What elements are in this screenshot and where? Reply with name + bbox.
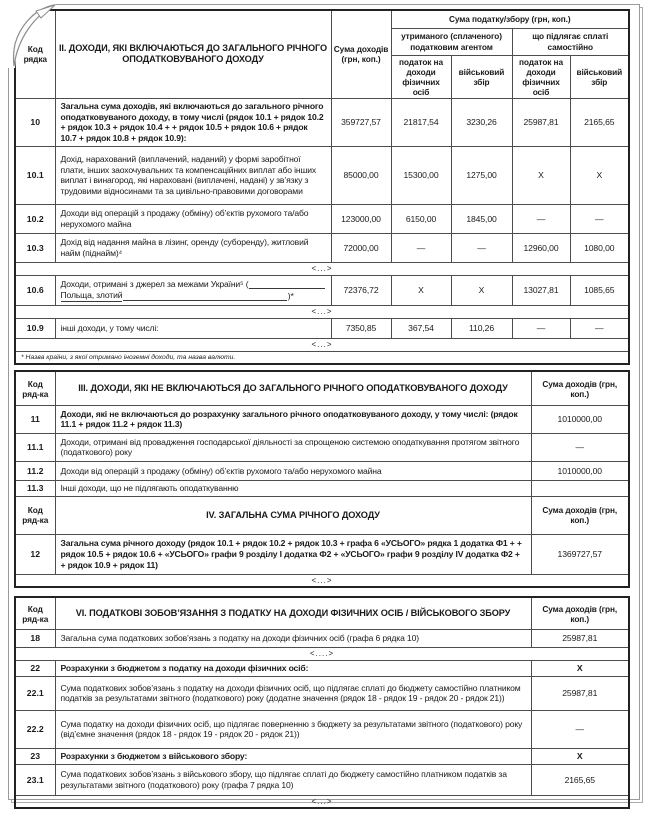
- value-cell: X: [451, 275, 512, 305]
- table-row: [15, 318, 629, 338]
- row-code: 10.1: [15, 146, 55, 204]
- row-code: 10.9: [15, 318, 55, 338]
- row-code: 22.2: [15, 710, 55, 748]
- col-header-pit-agent: податок на доходи фізичних осіб: [391, 55, 451, 98]
- value-cell: X: [531, 660, 629, 676]
- ellipsis-marker: <...>: [15, 338, 629, 351]
- col-header-military-agent: військовий збір: [451, 55, 512, 98]
- ellipsis-marker: <....>: [15, 647, 629, 660]
- ellipsis-marker: <...>: [15, 795, 629, 808]
- value-cell: 25987,81: [531, 676, 629, 710]
- value-cell: 110,26: [451, 318, 512, 338]
- table-row: [15, 480, 629, 496]
- foreign-income-label: Доходи, отримані з джерел за межами України⁵ (: [60, 279, 249, 290]
- row-desc: Дохід від надання майна в лізинг, оренду (суборенду), житловий найм (піднайм)⁴: [55, 233, 331, 262]
- section-iii-iv-table: [14, 370, 630, 588]
- col-header-code: Код ряд-ка: [15, 597, 55, 629]
- section-iii-title: III. ДОХОДИ, ЯКІ НЕ ВКЛЮЧАЮТЬСЯ ДО ЗАГАЛЬНОГО РІЧНОГО ОПОДАТКОВУВАНОГО ДОХОДУ: [55, 371, 531, 405]
- closing-bracket: )*: [287, 291, 294, 302]
- value-cell: 1010000,00: [531, 405, 629, 433]
- spacer-row: [15, 795, 629, 808]
- value-cell: X: [531, 748, 629, 764]
- table-row: [15, 660, 629, 676]
- value-cell: —: [531, 710, 629, 748]
- row-desc: Сума податкових зобов’язань з податку на доходи фізичних осіб, що підлягає сплаті до бюджету самостійно платником податків за результатами звітного (податкового) року (додатне значення (рядок 18 - рядок 19 - рядок 20 - рядок 21)): [55, 676, 531, 710]
- row-code: 10.6: [15, 275, 55, 305]
- value-cell: 15300,00: [391, 146, 451, 204]
- section-vi-table: [14, 596, 630, 809]
- value-cell: 2165,65: [570, 98, 629, 146]
- row-code: 12: [15, 534, 55, 574]
- col-header-code: Код ряд-ка: [15, 371, 55, 405]
- col-header-military-self: військовий збір: [570, 55, 629, 98]
- value-cell: 13027,81: [512, 275, 570, 305]
- value-cell: 1369727,57: [531, 534, 629, 574]
- row-code: 11.2: [15, 461, 55, 480]
- col-header-income-sum: Сума доходів (грн, коп.): [531, 496, 629, 534]
- table-row: [15, 405, 629, 433]
- row-desc: Інші доходи, що не підлягають оподаткуванню: [55, 480, 531, 496]
- value-cell: —: [512, 318, 570, 338]
- value-cell: 1275,00: [451, 146, 512, 204]
- row-desc: Дохід, нарахований (виплачений, наданий) у формі заробітної плати, інших заохочувальних та компенсаційних виплат або інших виплат і винагород, які нараховані (виплачені, надані) у зв’язку з трудовими відносинами та за цивільно-правовими договорами: [55, 146, 331, 204]
- value-cell: 85000,00: [331, 146, 391, 204]
- table-row: [15, 534, 629, 574]
- value-cell: X: [570, 146, 629, 204]
- col-header-income-sum: Сума доходів (грн, коп.): [531, 371, 629, 405]
- value-cell: 6150,00: [391, 204, 451, 233]
- row-code: 11.3: [15, 480, 55, 496]
- table-row: [15, 748, 629, 764]
- row-code: 11: [15, 405, 55, 433]
- row-desc: Доходи від операцій з продажу (обміну) об’єктів рухомого та/або нерухомого майна: [55, 204, 331, 233]
- col-group-withheld-by-agent: утриманого (сплаченого) податковим агентом: [391, 28, 512, 55]
- value-cell: —: [570, 318, 629, 338]
- row-code: 10: [15, 98, 55, 146]
- spacer-row: [15, 338, 629, 351]
- spacer-row: [15, 647, 629, 660]
- row-code: 22: [15, 660, 55, 676]
- row-desc: [55, 275, 331, 305]
- col-header-pit-self: податок на доходи фізичних осіб: [512, 55, 570, 98]
- country-footnote: * Назва країни, з якої отримано іноземні доходи, та назва валюти.: [15, 351, 629, 364]
- value-cell: —: [451, 233, 512, 262]
- section-ii-table: [14, 9, 630, 365]
- value-cell: 1010000,00: [531, 461, 629, 480]
- blank-line: [249, 279, 324, 289]
- section-iv-title: IV. ЗАГАЛЬНА СУМА РІЧНОГО ДОХОДУ: [55, 496, 531, 534]
- value-cell: X: [391, 275, 451, 305]
- value-cell: 367,54: [391, 318, 451, 338]
- col-header-code: Код рядка: [15, 10, 55, 98]
- ellipsis-marker: <...>: [15, 305, 629, 318]
- value-cell: 72000,00: [331, 233, 391, 262]
- ellipsis-marker: <...>: [15, 262, 629, 275]
- row-code: 23: [15, 748, 55, 764]
- row-desc: Доходи, які не включаються до розрахунку загального річного оподатковуваного доходу, у тому числі: (рядок 11.1 + рядок 11.2 + рядок 11.3): [55, 405, 531, 433]
- ellipsis-marker: <...>: [15, 574, 629, 587]
- row-desc: Сума податку на доходи фізичних осіб, що підлягає поверненню з бюджету за результатами звітного (податкового) року (від’ємне значення (рядок 18 - рядок 19 - рядок 20 - рядок 21)): [55, 710, 531, 748]
- row-desc: Доходи від операцій з продажу (обміну) об’єктів рухомого та/або нерухомого майна: [55, 461, 531, 480]
- table-row: [15, 98, 629, 146]
- row-desc: Доходи, отримані від провадження господарської діяльності за спрощеною системою оподаткування протягом звітного (податкового) року: [55, 433, 531, 461]
- value-cell: —: [391, 233, 451, 262]
- country-currency-value: Польща, злотий: [60, 290, 123, 301]
- blank-line: [123, 291, 286, 301]
- row-code: 11.1: [15, 433, 55, 461]
- table-row: [15, 629, 629, 647]
- row-code: 10.2: [15, 204, 55, 233]
- row-code: 22.1: [15, 676, 55, 710]
- value-cell: 25987,81: [531, 629, 629, 647]
- value-cell: 2165,65: [531, 764, 629, 795]
- value-cell: 7350,85: [331, 318, 391, 338]
- header-row: [15, 10, 629, 28]
- value-cell: 12960,00: [512, 233, 570, 262]
- table-row: [15, 710, 629, 748]
- row-code: 23.1: [15, 764, 55, 795]
- value-cell: —: [512, 204, 570, 233]
- document-page: [8, 4, 640, 807]
- header-row: [15, 496, 629, 534]
- value-cell: —: [531, 433, 629, 461]
- section-vi-title: VI. ПОДАТКОВІ ЗОБОВ’ЯЗАННЯ З ПОДАТКУ НА ДОХОДИ ФІЗИЧНИХ ОСІБ / ВІЙСЬКОВОГО ЗБОРУ: [55, 597, 531, 629]
- table-row: [15, 764, 629, 795]
- row-desc: Загальна сума доходів, які включаються до загального річного оподатковуваного доходу, в тому числі (рядок 10.1 + рядок 10.2 + рядок 10.3 + рядок 10.4 + + рядок 10.5 + рядок 10.6 + рядок 10.7 + рядок 10.8 + рядок 10.9):: [55, 98, 331, 146]
- row-desc: Розрахунки з бюджетом з військового збору:: [55, 748, 531, 764]
- table-row: [15, 146, 629, 204]
- table-row: [15, 233, 629, 262]
- value-cell: 1080,00: [570, 233, 629, 262]
- header-row: [15, 371, 629, 405]
- value-cell: 1085,65: [570, 275, 629, 305]
- table-row: [15, 461, 629, 480]
- section-ii-title: II. ДОХОДИ, ЯКІ ВКЛЮЧАЮТЬСЯ ДО ЗАГАЛЬНОГО РІЧНОГО ОПОДАТКОВУВАНОГО ДОХОДУ: [55, 10, 331, 98]
- row-desc: інші доходи, у тому числі:: [55, 318, 331, 338]
- row-desc: Загальна сума податкових зобов’язань з податку на доходи фізичних осіб (графа 6 рядка 10): [55, 629, 531, 647]
- footnote-row: [15, 351, 629, 364]
- value-cell: 1845,00: [451, 204, 512, 233]
- header-row: [15, 597, 629, 629]
- value-cell: 123000,00: [331, 204, 391, 233]
- spacer-row: [15, 305, 629, 318]
- col-header-income-sum: Сума доходів (грн, коп.): [331, 10, 391, 98]
- value-cell: 359727,57: [331, 98, 391, 146]
- col-group-payable-self: що підлягає сплаті самостійно: [512, 28, 629, 55]
- table-row: [15, 676, 629, 710]
- value-cell: 25987,81: [512, 98, 570, 146]
- table-row: [15, 204, 629, 233]
- spacer-row: [15, 262, 629, 275]
- col-header-income-sum: Сума доходів (грн, коп.): [531, 597, 629, 629]
- col-group-tax-sum: Сума податку/збору (грн, коп.): [391, 10, 629, 28]
- value-cell: X: [512, 146, 570, 204]
- row-desc: Розрахунки з бюджетом з податку на доходи фізичних осіб:: [55, 660, 531, 676]
- spacer-row: [15, 574, 629, 587]
- col-header-code: Код ряд-ка: [15, 496, 55, 534]
- table-row: [15, 275, 629, 305]
- row-desc: Загальна сума річного доходу (рядок 10.1 + рядок 10.2 + рядок 10.3 + графа 6 «УСЬОГО» рядка 1 додатка Ф1 + + рядок 10.5 + рядок 10.6 + «УСЬОГО» графи 9 розділу I додатка Ф2 + «УСЬОГО» графи 9 розділу IV додатка Ф2 + + рядок 10.9 + рядок 11): [55, 534, 531, 574]
- page-curl-decoration: [8, 4, 58, 68]
- value-cell: [531, 480, 629, 496]
- value-cell: 72376,72: [331, 275, 391, 305]
- row-code: 18: [15, 629, 55, 647]
- value-cell: 3230,26: [451, 98, 512, 146]
- table-row: [15, 433, 629, 461]
- row-desc: Сума податкових зобов’язань з військового збору, що підлягає сплаті до бюджету самостійно платником податків за результатами звітного (податкового) року (графа 7 рядка 10): [55, 764, 531, 795]
- value-cell: 21817,54: [391, 98, 451, 146]
- value-cell: —: [570, 204, 629, 233]
- row-code: 10.3: [15, 233, 55, 262]
